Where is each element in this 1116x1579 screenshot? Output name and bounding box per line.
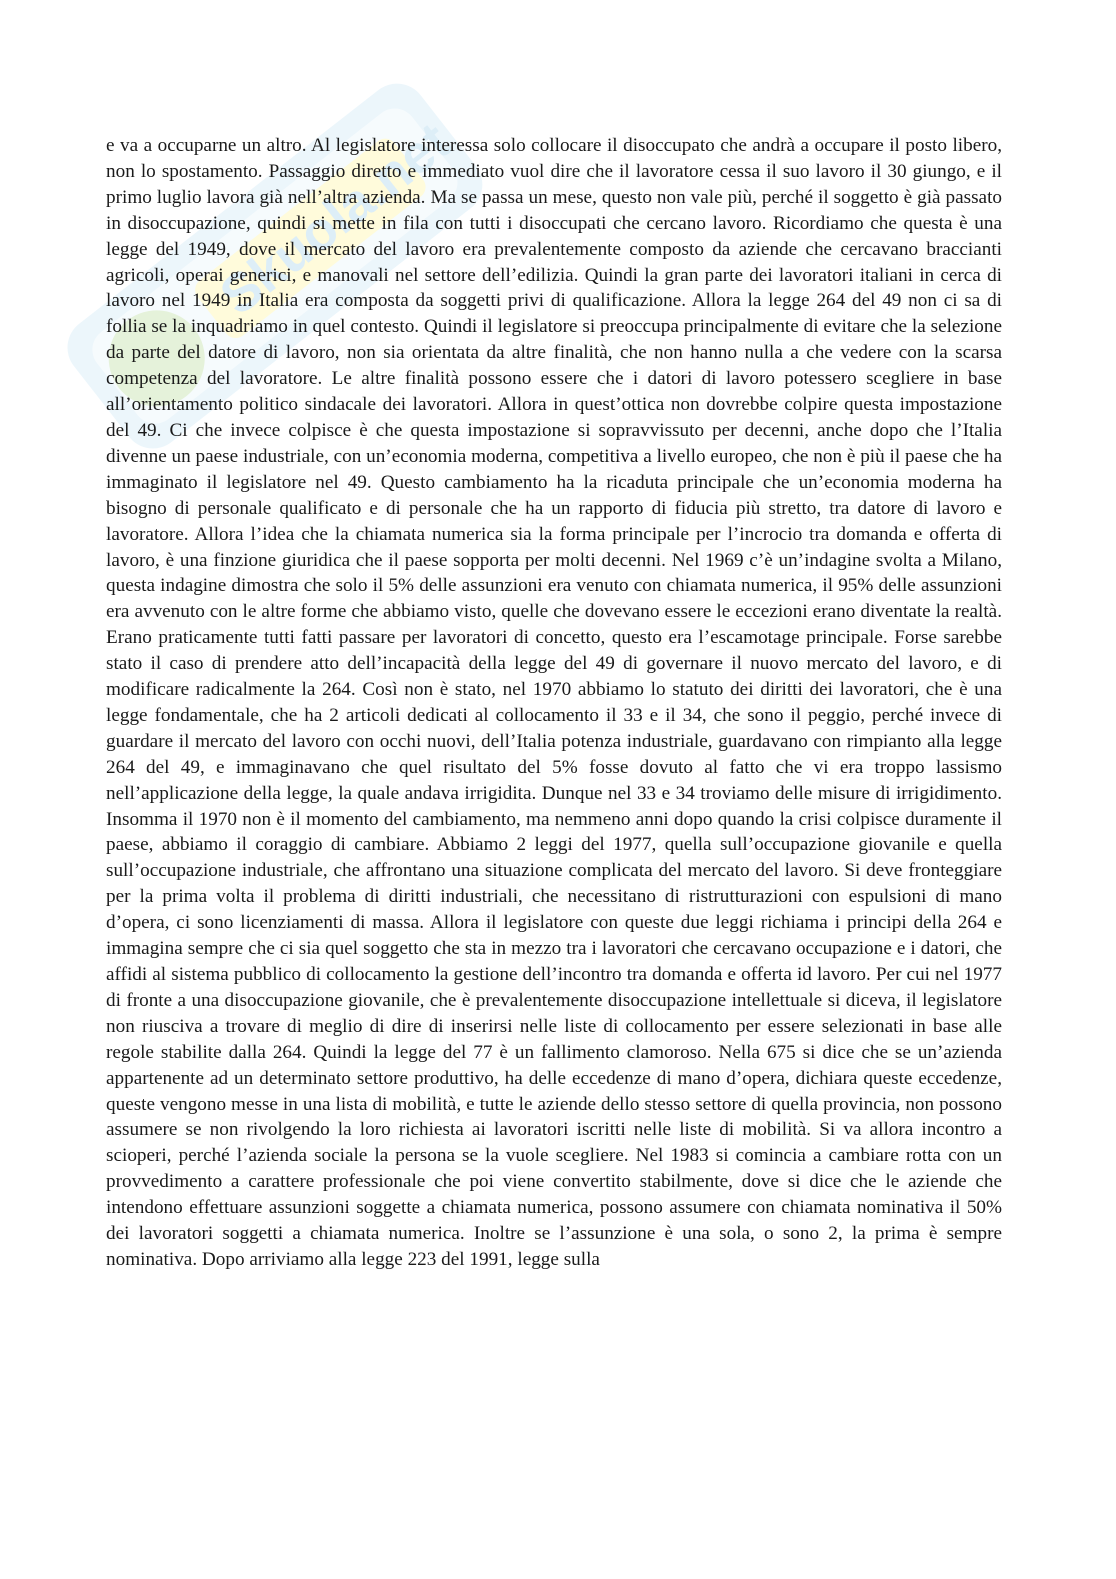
watermark-text: Skuola.net — [209, 111, 462, 327]
body-paragraph: e va a occuparne un altro. Al legislatore interessa solo collocare il disoccupato che andrà a occupare il posto libero, non lo spostamento. Passaggio diretto e immediato vuol dire che il lavoratore cessa il suo lavoro il 30 giungo, e il primo luglio lavora già nell’altra azienda. Ma se passa un mese, questo non vale più, perché il soggetto è già passato in disoccupazione, quindi si mette in fila con tutti i disoccupati che cercano lavoro. Ricordiamo che questa è una legge del 1949, dove il mercato del lavoro era prevalentemente composto da aziende che cercavano braccianti agricoli, operai generici, e manovali nel settore dell’edilizia. Quindi la gran parte dei lavoratori italiani in cerca di lavoro nel 1949 in Italia era composta da soggetti privi di qualificazione. Allora la legge 264 del 49 non ci sa di follia se la inquadriamo in quel contesto. Quindi il legislatore si preoccupa principalmente di evitare che la selezione da parte del datore di lavoro, non sia orientata da altre finalità, che non hanno nulla a che vedere con la scarsa competenza del lavoratore. Le altre finalità possono essere che i datori di lavoro potessero scegliere in base all’orientamento politico sindacale dei lavoratori. Allora in quest’ottica non dovrebbe colpire questa impostazione del 49. Ci che invece colpisce è che questa impostazione si sopravvissuto per decenni, anche dopo che l’Italia divenne un paese industriale, con un’economia moderna, competitiva a livello europeo, che non è più il paese che ha immaginato il legislatore nel 49. Questo cambiamento ha la ricaduta principale che un’economia moderna ha bisogno di personale qualificato e di personale che ha un rapporto di fiducia più stretto, tra datore di lavoro e lavoratore. Allora l’idea che la chiamata numerica sia la forma principale per l’incrocio tra domanda e offerta di lavoro, è una finzione giuridica che il paese sopporta per molti decenni. Nel 1969 c’è un’indagine svolta a Milano, questa indagine dimostra che solo il 5% delle assunzioni era venuto con chiamata numerica, il 95% delle assunzioni era avvenuto con le altre forme che abbiamo visto, quelle che dovevano essere le eccezioni erano diventate la realtà. Erano praticamente tutti fatti passare per lavoratori di concetto, questo era l’escamotage principale. Forse sarebbe stato il caso di prendere atto dell’incapacità della legge del 49 di governare il nuovo mercato del lavoro, e di modificare radicalmente la 264. Così non è stato, nel 1970 abbiamo lo statuto dei diritti dei lavoratori, che è una legge fondamentale, che ha 2 articoli dedicati al collocamento il 33 e il 34, che sono il peggio, perché invece di guardare il mercato del lavoro con occhi nuovi, dell’Italia potenza industriale, guardavano con rimpianto alla legge 264 del 49, e immaginavano che quel risultato del 5% fosse dovuto al fatto che vi era troppo lassismo nell’applicazione della legge, la quale andava irrigidita. Dunque nel 33 e 34 troviamo delle misure di irrigidimento. Insomma il 1970 non è il momento del cambiamento, ma nemmeno anni dopo quando la crisi colpisce duramente il paese, abbiamo il coraggio di cambiare. Abbiamo 2 leggi del 1977, quella sull’occupazione giovanile e quella sull’occupazione industriale, che affrontano una situazione complicata del mercato del lavoro. Si deve fronteggiare per la prima volta il problema di diritti industriali, che necessitano di ristrutturazioni con espulsioni di mano d’opera, ci sono licenziamenti di massa. Allora il legislatore con queste due leggi richiama i principi della 264 e immagina sempre che ci sia quel soggetto che sta in mezzo tra i lavoratori che cercavano occupazione e i datori, che affidi al sistema pubblico di collocamento la gestione dell’incontro tra domanda e offerta id lavoro. Per cui nel 1977 di fronte a una disoccupazione giovanile, che è prevalentemente disoccupazione intellettuale si diceva, il legislatore non riusciva a trovare di meglio di dire di inserirsi nelle liste di collocamento per essere selezionati in base alle regole stabilite dalla 264. Quindi la legge del 77 è un fallimento clamoroso. Nella 675 si dice che se un’azienda appartenente ad un determinato settore produttivo, ha delle eccedenze di mano d’opera, dichiara queste eccedenze, queste vengono messe in una lista di mobilità, e tutte le aziende dello stesso settore di quella provincia, non possono assumere se non rivolgendo la loro richiesta ai lavoratori iscritti nelle liste di mobilità. Si va allora incontro a scioperi, perché l’azienda sociale la persona se la vuole scegliere. Nel 1983 si comincia a cambiare rotta con un provvedimento a carattere professionale che poi viene convertito stabilmente, dove si dice che le aziende che intendono effettuare assunzioni soggette a chiamata numerica, possono assumere con chiamata nominativa il 50% dei lavoratori soggetti a chiamata numerica. Inoltre se l’assunzione è una sola, o sono 2, la prima è sempre nominativa. Dopo arriviamo alla legge 223 del 1991, legge sulla — [106, 135, 1002, 1270]
document-body-text — [106, 133, 1002, 1273]
